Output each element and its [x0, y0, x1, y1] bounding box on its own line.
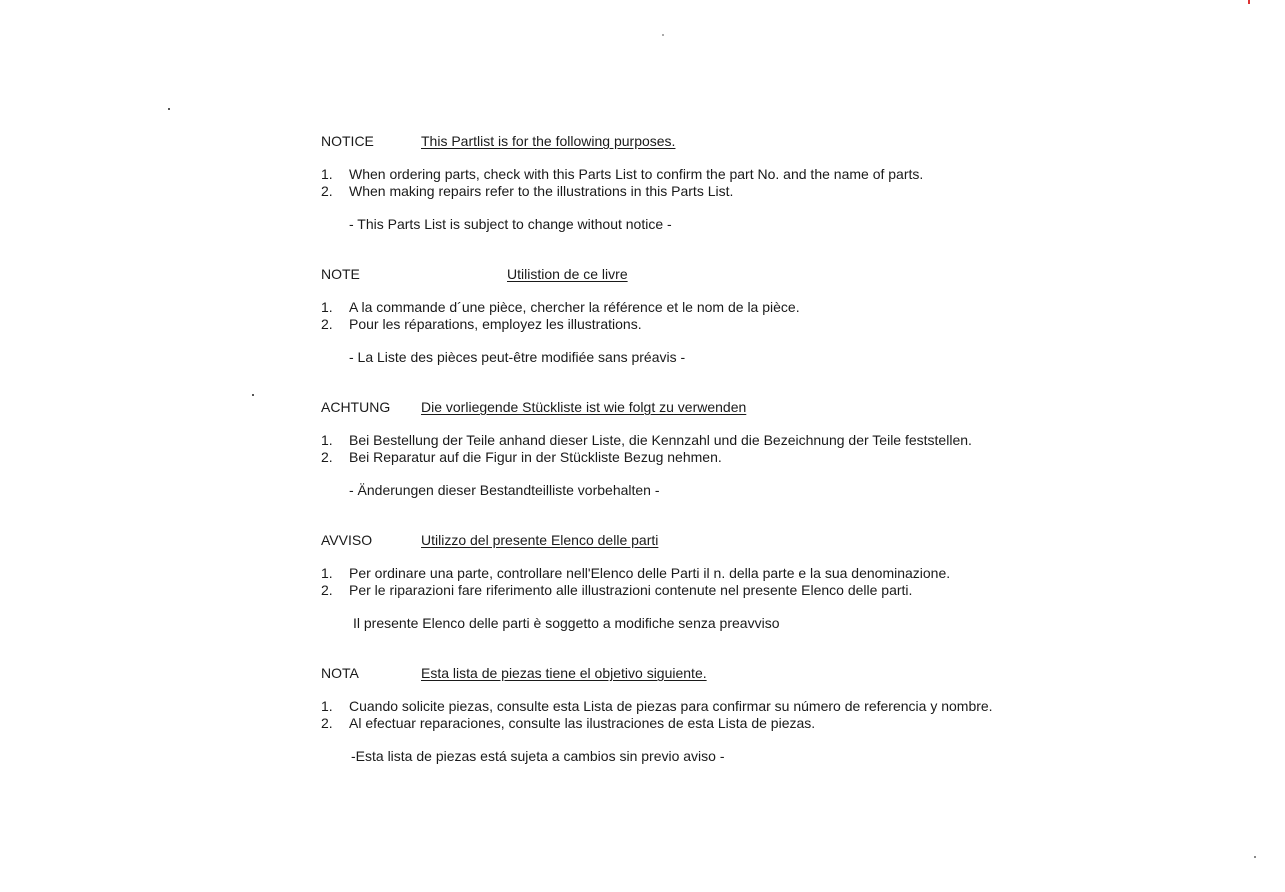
section-note: [321, 266, 1221, 365]
change-notice: - La Liste des pièces peut-être modifiée sans préavis -: [349, 349, 686, 365]
item-number: 1.: [321, 166, 333, 182]
item-number: 2.: [321, 448, 333, 465]
section-heading: [321, 266, 1221, 284]
item-number: 2.: [321, 714, 333, 731]
item-text: Bei Bestellung der Teile anhand dieser Liste, die Kennzahl und die Bezeichnung der Teile feststellen.: [349, 432, 972, 448]
change-notice: - This Parts List is subject to change without notice -: [349, 216, 672, 232]
section-nota: [321, 665, 1221, 764]
scan-corner-mark: [1248, 0, 1250, 4]
scan-speck: [168, 108, 170, 110]
section-notice: [321, 133, 1221, 232]
item-number: 1.: [321, 698, 333, 714]
section-title: Utilistion de ce livre: [507, 266, 628, 282]
section-heading: [321, 532, 1221, 550]
item-text: Bei Reparatur auf die Figur in der Stückliste Bezug nehmen.: [349, 448, 722, 465]
item-number: 1.: [321, 432, 333, 448]
item-number: 1.: [321, 299, 333, 315]
section-achtung: [321, 399, 1221, 498]
item-text: Per le riparazioni fare riferimento alle illustrazioni contenute nel presente Elenco delle parti.: [349, 581, 913, 598]
section-title: This Partlist is for the following purposes.: [421, 133, 676, 149]
item-text: Al efectuar reparaciones, consulte las ilustraciones de esta Lista de piezas.: [349, 714, 816, 731]
section-title: Utilizzo del presente Elenco delle parti: [421, 532, 659, 548]
item-number: 1.: [321, 565, 333, 581]
change-notice: - Änderungen dieser Bestandteilliste vorbehalten -: [349, 482, 660, 498]
change-notice: Il presente Elenco delle parti è soggetto a modifiche senza preavviso: [353, 615, 780, 631]
section-label: NOTA: [321, 665, 359, 681]
section-label: AVVISO: [321, 532, 373, 548]
section-heading: [321, 665, 1221, 683]
section-label: NOTE: [321, 266, 360, 282]
section-avviso: [321, 532, 1221, 631]
section-title: Die vorliegende Stückliste ist wie folgt zu verwenden: [421, 399, 747, 415]
item-text: Cuando solicite piezas, consulte esta Lista de piezas para confirmar su número de referencia y nombre.: [349, 698, 993, 714]
item-text: When making repairs refer to the illustrations in this Parts List.: [349, 182, 734, 199]
scan-speck: [662, 34, 664, 36]
section-heading: [321, 399, 1221, 417]
item-text: Per ordinare una parte, controllare nell'Elenco delle Parti il n. della parte e la sua denominazione.: [349, 565, 951, 581]
section-title: Esta lista de piezas tiene el objetivo siguiente.: [421, 665, 707, 681]
section-heading: [321, 133, 1221, 151]
item-text: Pour les réparations, employez les illustrations.: [349, 315, 642, 332]
section-label: NOTICE: [321, 133, 374, 149]
item-text: When ordering parts, check with this Parts List to confirm the part No. and the name of parts.: [349, 166, 924, 182]
item-text: A la commande d´une pièce, chercher la référence et le nom de la pièce.: [349, 299, 800, 315]
scan-speck: [252, 394, 254, 396]
item-number: 2.: [321, 581, 333, 598]
scan-speck: [1254, 856, 1256, 858]
item-number: 2.: [321, 315, 333, 332]
change-notice: -Esta lista de piezas está sujeta a cambios sin previo aviso -: [351, 748, 725, 764]
section-label: ACHTUNG: [321, 399, 391, 415]
item-number: 2.: [321, 182, 333, 199]
